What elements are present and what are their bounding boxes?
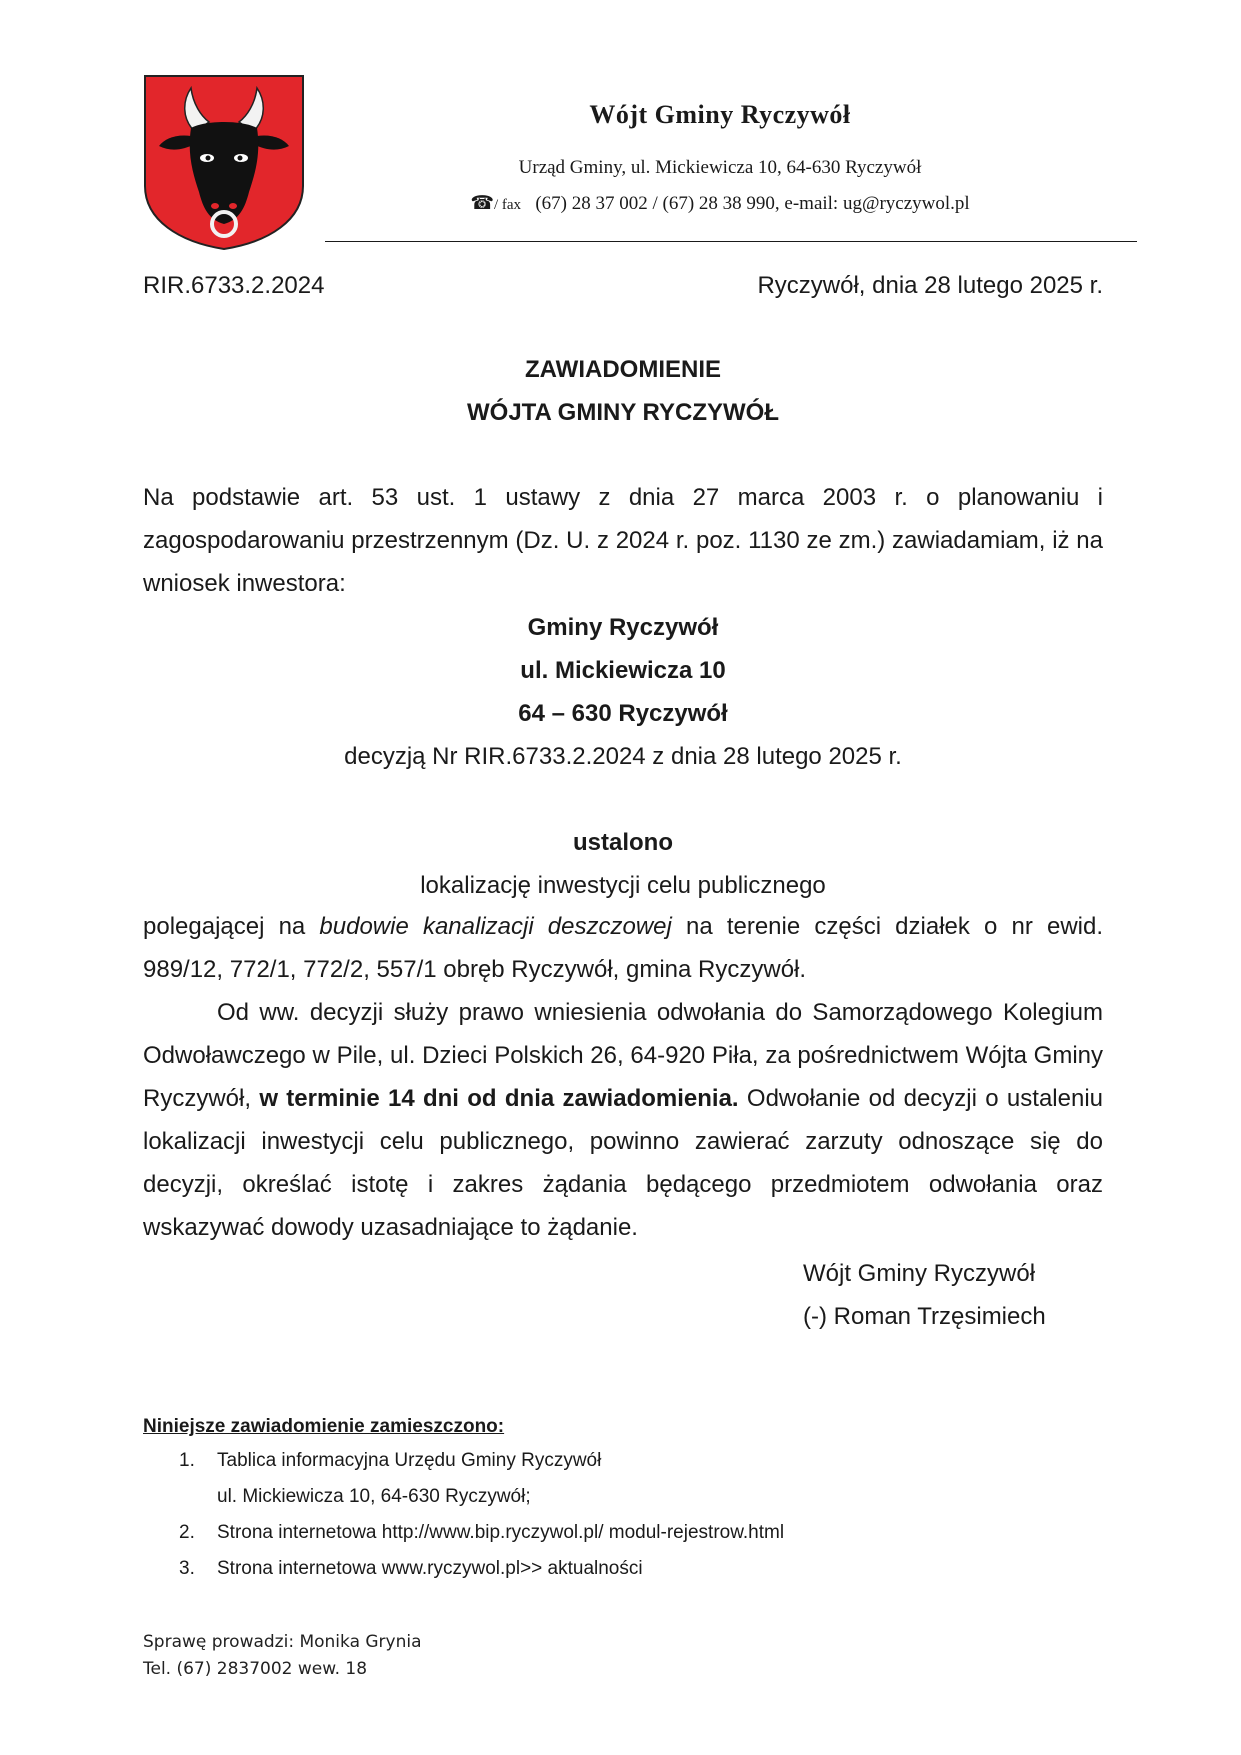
subject-pre: polegającej na bbox=[143, 913, 320, 940]
header-divider bbox=[325, 241, 1137, 242]
reference-number: RIR.6733.2.2024 bbox=[143, 272, 325, 299]
phone-icon: ☎ bbox=[470, 193, 494, 214]
intro-text: Na podstawie art. 53 ust. 1 ustawy z dnia 27 marca 2003 r. o planowaniu i zagospodarowaniu przestrzennym (Dz. U. z 2024 r. poz. 1130 ze zm.) zawiadamiam, iż na wniosek inwestora: bbox=[143, 484, 1103, 597]
decision-line: decyzją Nr RIR.6733.2.2024 z dnia 28 lutego 2025 r. bbox=[344, 743, 902, 770]
appeal-paragraph bbox=[143, 991, 1103, 1249]
subject-post: na terenie części działek o nr ewid. 989/12, 772/1, 772/2, 557/1 obręb Ryczywół, gmina Ryczywół. bbox=[143, 913, 1103, 983]
notice-title: Niniejsze zawiadomienie zamieszczono: bbox=[143, 1416, 505, 1437]
heading-line1: ZAWIADOMIENIE bbox=[525, 356, 721, 383]
contact-numbers: (67) 28 37 002 / (67) 28 38 990, e-mail: ug@ryczywol.pl bbox=[535, 193, 970, 214]
header-contact bbox=[325, 192, 1115, 215]
appeal-pre: Od ww. decyzji służy prawo wniesienia odwołania do Samorządowego Kolegium Odwoławczego w Pile, ul. Dzieci Polskich 26, 64-920 Piła, za pośrednictwem Wójta Gminy Ryczywół, bbox=[143, 999, 1103, 1112]
header-title: Wójt Gminy Ryczywół bbox=[589, 100, 851, 129]
place-date: Ryczywół, dnia 28 lutego 2025 r. bbox=[757, 272, 1103, 299]
appeal-post: Odwołanie od decyzji o ustaleniu lokalizacji inwestycji celu publicznego, powinno zawierać zarzuty odnoszące się do decyzji, określać istotę i zakres żądania będącego przedmiotem odwołania oraz wskazywać dowody uzasadniające to żądanie. bbox=[143, 1085, 1103, 1241]
footer-handled-by: Sprawę prowadzi: Monika Grynia bbox=[143, 1632, 422, 1652]
signature-name: (-) Roman Trzęsimiech bbox=[803, 1303, 1046, 1330]
investor-street: ul. Mickiewicza 10 bbox=[520, 657, 726, 684]
signature-title: Wójt Gminy Ryczywół bbox=[803, 1260, 1036, 1287]
heading-line2: WÓJTA GMINY RYCZYWÓŁ bbox=[467, 399, 779, 426]
location-line: lokalizację inwestycji celu publicznego bbox=[420, 872, 826, 899]
investor-city: 64 – 630 Ryczywół bbox=[518, 700, 728, 727]
footer-phone: Tel. (67) 2837002 wew. 18 bbox=[143, 1659, 368, 1679]
fax-label: / fax bbox=[493, 197, 522, 213]
header-address: Urząd Gminy, ul. Mickiewicza 10, 64-630 Ryczywół bbox=[518, 157, 922, 178]
subject-italic: budowie kanalizacji deszczowej bbox=[319, 913, 672, 940]
subject-paragraph bbox=[143, 905, 1103, 991]
intro-paragraph bbox=[143, 476, 1103, 605]
bull-crest-icon bbox=[143, 74, 305, 250]
appeal-deadline: w terminie 14 dni od dnia zawiadomienia. bbox=[259, 1085, 739, 1112]
investor-name: Gminy Ryczywół bbox=[527, 614, 719, 641]
established-label: ustalono bbox=[573, 829, 673, 856]
